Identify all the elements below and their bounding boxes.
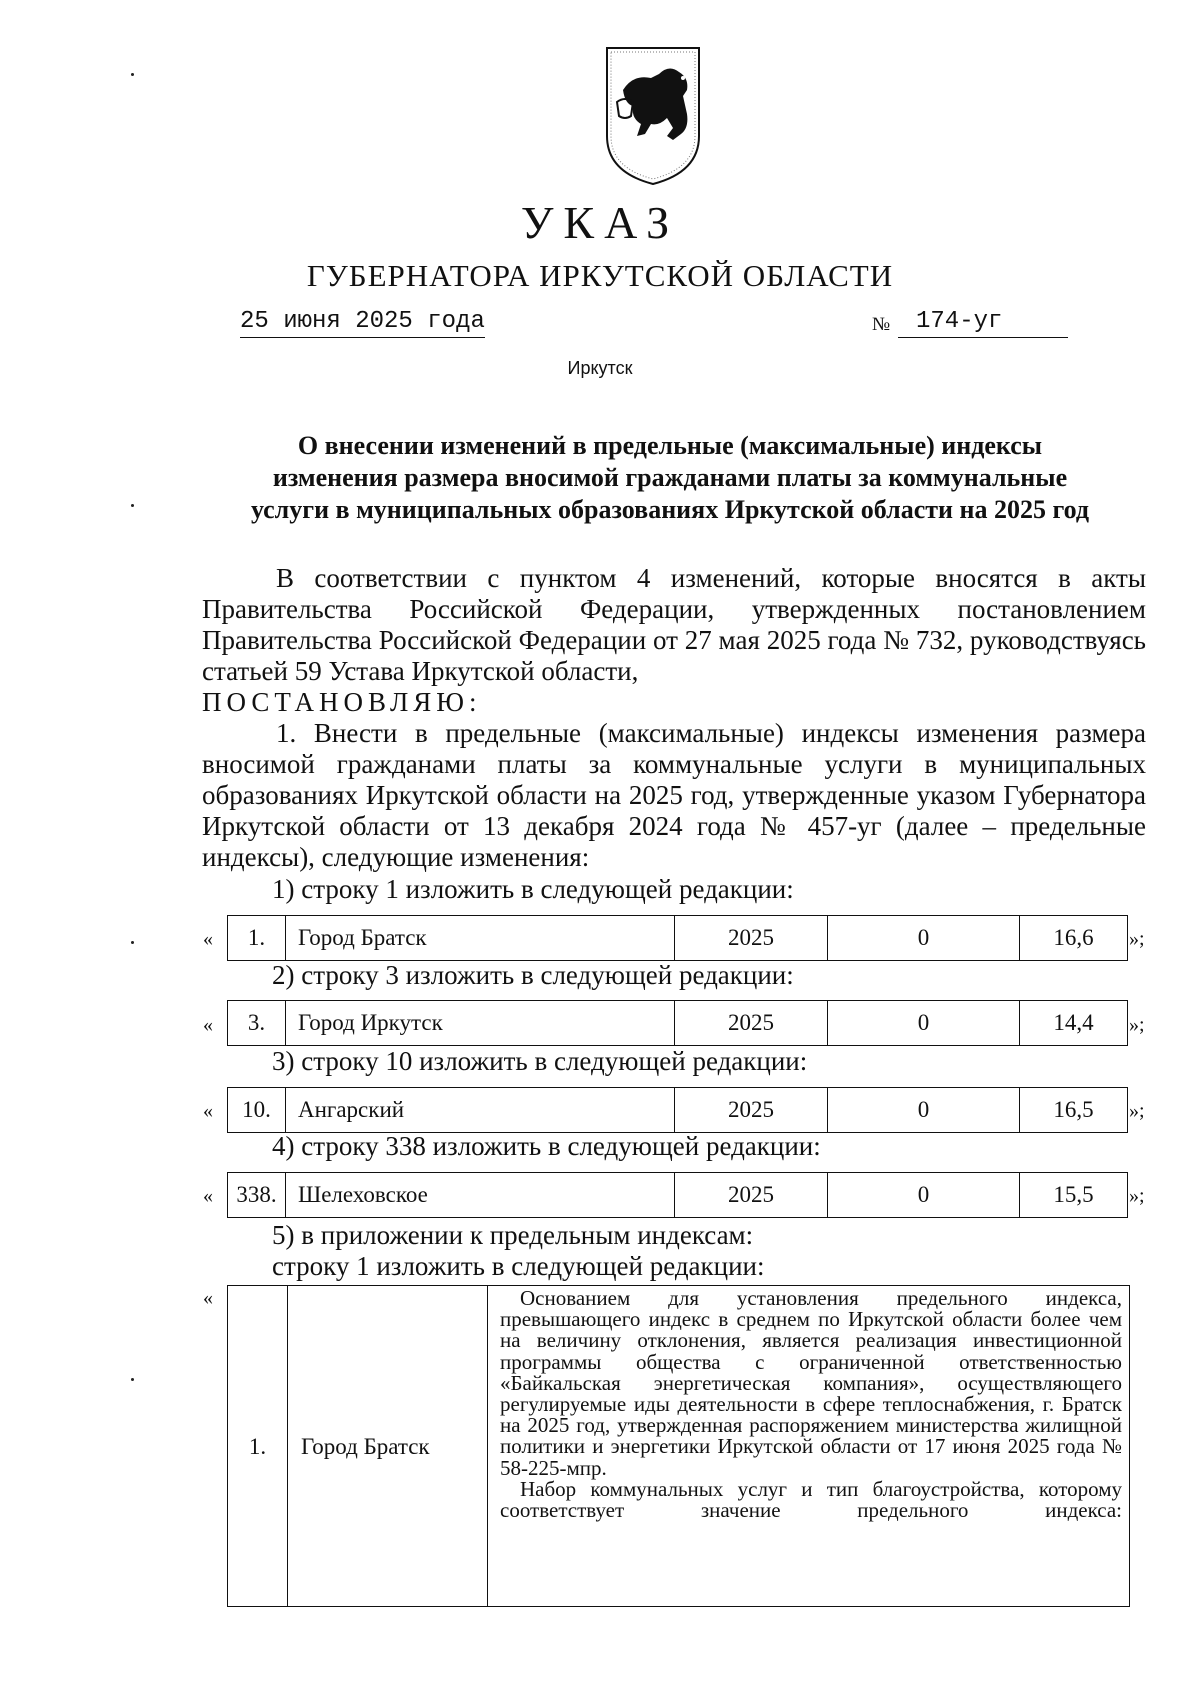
row-number: 1.	[228, 916, 286, 961]
subitem-label: 2) строку 3 изложить в следующей редакции:	[272, 960, 794, 990]
quote-close: »;	[1129, 928, 1145, 950]
table-row	[227, 1087, 1128, 1133]
row-name: Ангарский	[286, 1088, 675, 1133]
table-row	[227, 915, 1128, 961]
quote-open: «	[203, 1287, 213, 1309]
row-number: 338.	[228, 1173, 286, 1218]
decree-date: 25 июня 2025 года	[240, 308, 485, 338]
subitem-label: 4) строку 338 изложить в следующей редакции:	[272, 1131, 821, 1161]
row-zero: 0	[828, 1088, 1020, 1133]
margin-mark	[131, 1378, 134, 1381]
margin-mark	[131, 73, 134, 76]
decree-number: 174-уг	[898, 308, 1068, 338]
row-year: 2025	[675, 1001, 828, 1046]
decree-city: Иркутск	[567, 358, 633, 378]
description-paragraph: Основанием для установления предельного индекса, превышающего индекс в среднем по Иркутской области более чем на величину отклонения, является реализация инвестиционной программы общества с ограниченной ответственностью «Байкальская энергетическая компания», осуществляющего регулируемые иды деятельности в сфере теплоснабжения, г. Братск на 2025 год, утвержденная распоряжением министерства жилищной политики и энергетики Иркутской области от 17 июня 2025 года № 58-225-мпр.	[500, 1286, 1122, 1480]
table-row	[227, 1172, 1128, 1218]
quote-close: »;	[1129, 1014, 1145, 1036]
row-name: Шелеховское	[286, 1173, 675, 1218]
row-year: 2025	[675, 916, 828, 961]
document-title: УКАЗ	[520, 197, 680, 248]
margin-mark	[131, 941, 134, 944]
row-year: 2025	[675, 1173, 828, 1218]
item-1-paragraph: 1. Внести в предельные (максимальные) индексы изменения размера вносимой гражданами платы за коммунальные услуги в муниципальных образованиях Иркутской области на 2025 год, утвержденные указом Губернатора Иркутской области от 13 декабря 2024 года № 457-уг (далее – предельные индексы), следующие изменения:	[202, 718, 1146, 872]
quote-open: «	[203, 928, 213, 950]
subitem-label: 1) строку 1 изложить в следующей редакции:	[272, 874, 794, 904]
row-index: 16,5	[1020, 1088, 1128, 1133]
quote-open: «	[203, 1100, 213, 1122]
row-number: 3.	[228, 1001, 286, 1046]
preamble-paragraph: В соответствии с пунктом 4 изменений, которые вносятся в акты Правительства Российской Федерации, утвержденных постановлением Правительства Российской Федерации от 27 мая 2025 года № 732, руководствуясь статьей 59 Устава Иркутской области,	[202, 563, 1146, 686]
row-name: Город Братск	[286, 916, 675, 961]
decree-number-label: №	[872, 314, 891, 335]
row-name: Город Братск	[301, 1434, 430, 1459]
row-index: 16,6	[1020, 916, 1128, 961]
row-index: 15,5	[1020, 1173, 1128, 1218]
row-zero: 0	[828, 1173, 1020, 1218]
quote-open: «	[203, 1014, 213, 1036]
row-zero: 0	[828, 1001, 1020, 1046]
heading-line: О внесении изменений в предельные (максимальные) индексы	[297, 431, 1043, 460]
heading-line: услуги в муниципальных образованиях Иркутской области на 2025 год	[250, 495, 1090, 524]
row-name: Город Иркутск	[286, 1001, 675, 1046]
margin-mark	[131, 504, 134, 507]
quote-close: »;	[1129, 1185, 1145, 1207]
row-index: 14,4	[1020, 1001, 1128, 1046]
document-subtitle: ГУБЕРНАТОРА ИРКУТСКОЙ ОБЛАСТИ	[306, 258, 894, 293]
item-5-sublabel: строку 1 изложить в следующей редакции:	[272, 1251, 765, 1281]
quote-open: «	[203, 1185, 213, 1207]
decree-word: ПОСТАНОВЛЯЮ:	[202, 687, 482, 717]
decree-heading	[200, 430, 1140, 526]
table-row	[227, 1000, 1128, 1046]
subitem-label: 3) строку 10 изложить в следующей редакции:	[272, 1046, 808, 1076]
appendix-table-row	[227, 1285, 1130, 1607]
description-paragraph: Набор коммунальных услуг и тип благоустройства, которому соответствует значение предельного индекса:	[500, 1476, 1122, 1523]
quote-close: »;	[1129, 1100, 1145, 1122]
coat-of-arms-icon	[603, 44, 703, 187]
column-divider	[487, 1286, 488, 1606]
row-number: 1.	[248, 1434, 267, 1459]
row-number: 10.	[228, 1088, 286, 1133]
row-zero: 0	[828, 916, 1020, 961]
column-divider	[287, 1286, 288, 1606]
item-5-label: 5) в приложении к предельным индексам:	[272, 1220, 754, 1250]
heading-line: изменения размера вносимой гражданами платы за коммунальные	[272, 463, 1068, 492]
row-description	[500, 1288, 1122, 1521]
row-year: 2025	[675, 1088, 828, 1133]
